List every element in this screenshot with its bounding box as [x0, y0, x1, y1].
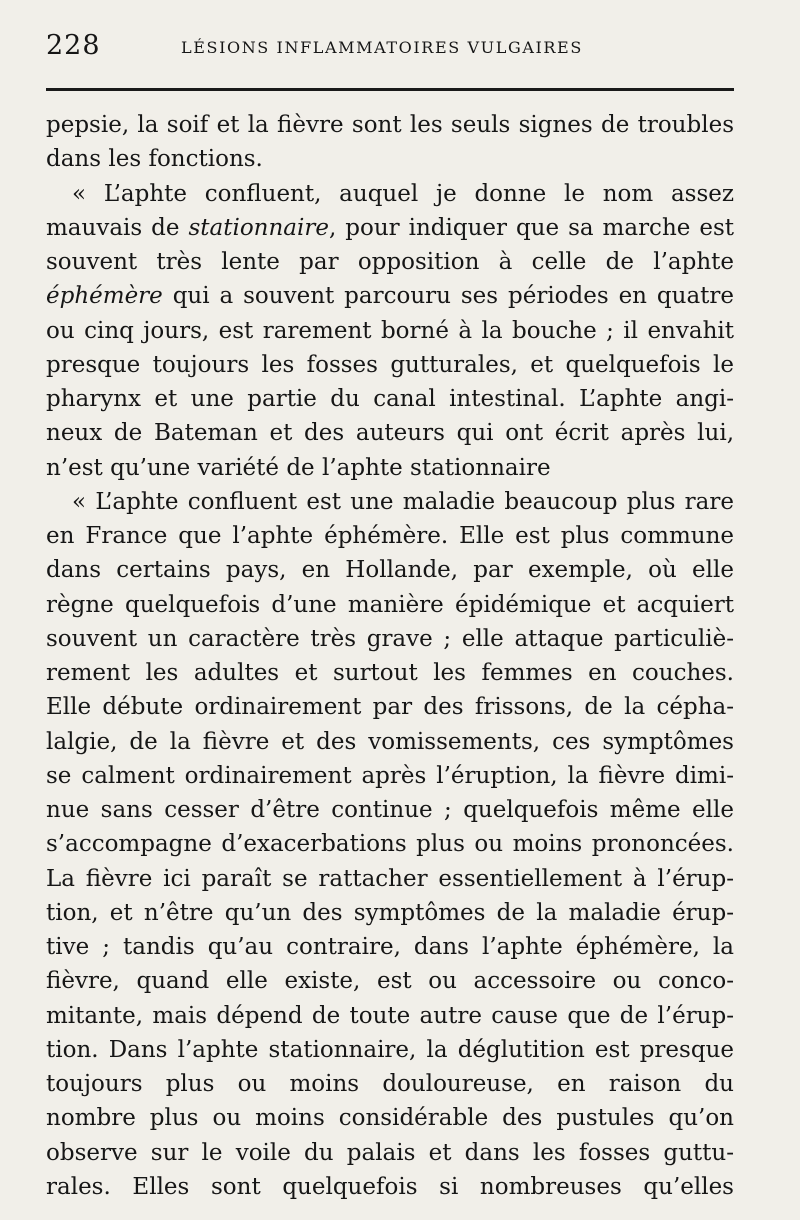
- text-line: [46, 759, 734, 793]
- text-line: [46, 1136, 734, 1170]
- page-number: 228: [46, 30, 101, 61]
- text-line: [46, 416, 734, 450]
- text-line: [46, 314, 734, 348]
- line-text: lalgie, de la fièvre et des vomissements, ces symptômes: [46, 728, 734, 755]
- text-line: [46, 177, 734, 211]
- text-line: [46, 519, 734, 553]
- text-line: [46, 656, 734, 690]
- text-line: [46, 930, 734, 964]
- text-line: [46, 862, 734, 896]
- text-line: [46, 690, 734, 724]
- line-text: rales. Elles sont quelquefois si nombreuses qu’elles: [46, 1173, 734, 1200]
- line-text: n’est qu’une variété de l’aphte stationnaire: [46, 454, 551, 481]
- line-text: qui a souvent parcouru ses périodes en quatre: [162, 283, 734, 310]
- line-text: règne quelquefois d’une manière épidémique et acquiert: [46, 591, 734, 618]
- line-text: pepsie, la soif et la fièvre sont les seuls signes de troubles: [46, 112, 734, 138]
- line-text: « L’aphte confluent, auquel je donne le nom assez: [72, 180, 734, 207]
- line-text: se calment ordinairement après l’éruption, la fièvre dimi-: [46, 762, 734, 789]
- line-text: Elle débute ordinairement par des frissons, de la cépha-: [46, 694, 734, 721]
- text-line: [46, 622, 734, 656]
- text-line: [46, 553, 734, 587]
- line-text: souvent très lente par opposition à celle de l’aphte: [46, 249, 734, 275]
- line-text: , pour indiquer que sa marche est: [328, 214, 734, 241]
- text-line: [46, 245, 734, 279]
- line-text: ou cinq jours, est rarement borné à la bouche ; il envahit: [46, 317, 734, 344]
- text-line: [46, 1033, 734, 1067]
- text-line: [46, 999, 734, 1033]
- line-text: toujours plus ou moins douloureuse, en raison du: [46, 1071, 734, 1097]
- line-text: neux de Bateman et des auteurs qui ont écrit après lui,: [46, 420, 734, 447]
- line-text: presque toujours les fosses gutturales, et quelquefois le: [46, 351, 734, 378]
- line-text: La fièvre ici paraît se rattacher essentiellement à l’érup-: [46, 865, 734, 892]
- italic-term: stationnaire: [188, 214, 329, 241]
- text-line: [46, 896, 734, 930]
- body-text: [46, 108, 734, 1204]
- line-text: nombre plus ou moins considérable des pustules qu’on: [46, 1105, 734, 1132]
- line-text: pharynx et une partie du canal intestinal. L’aphte angi-: [46, 386, 734, 412]
- page-header: [46, 30, 736, 66]
- line-text: dans les fonctions.: [46, 146, 263, 173]
- text-line: [46, 1067, 734, 1101]
- line-text: dans certains pays, en Hollande, par exemple, où elle: [46, 557, 734, 584]
- header-rule: [46, 88, 734, 91]
- running-head: LÉSIONS INFLAMMATOIRES VULGAIRES: [181, 38, 583, 57]
- line-text: en France que l’aphte éphémère. Elle est plus commune: [46, 523, 734, 549]
- text-line: [46, 1170, 734, 1204]
- line-text: fièvre, quand elle existe, est ou accessoire ou conco-: [46, 968, 734, 995]
- line-text: s’accompagne d’exacerbations plus ou moins prononcées.: [46, 831, 734, 858]
- line-text: nue sans cesser d’être continue ; quelquefois même elle: [46, 797, 734, 823]
- text-line: [46, 964, 734, 998]
- line-text: rement les adultes et surtout les femmes en couches.: [46, 660, 734, 686]
- text-line: [46, 827, 734, 861]
- text-line: [46, 1101, 734, 1135]
- text-line: [46, 382, 734, 416]
- line-text: mauvais de: [46, 214, 189, 241]
- text-line: [46, 348, 734, 382]
- text-line: [46, 142, 734, 176]
- text-line: [46, 108, 734, 142]
- line-text: observe sur le voile du palais et dans les fosses guttu-: [46, 1139, 734, 1166]
- text-line: [46, 793, 734, 827]
- text-line: [46, 588, 734, 622]
- text-line: [46, 451, 734, 485]
- line-text: tion, et n’être qu’un des symptômes de la maladie érup-: [46, 899, 734, 926]
- text-line: [46, 485, 734, 519]
- line-text: tive ; tandis qu’au contraire, dans l’aphte éphémère, la: [46, 934, 734, 960]
- text-line: [46, 279, 734, 313]
- italic-term: éphémère: [46, 283, 163, 310]
- line-text: tion. Dans l’aphte stationnaire, la déglutition est presque: [46, 1036, 734, 1063]
- line-text: souvent un caractère très grave ; elle attaque particuliè-: [46, 625, 734, 652]
- line-text: mitante, mais dépend de toute autre cause que de l’érup-: [46, 1002, 734, 1029]
- line-text: « L’aphte confluent est une maladie beaucoup plus rare: [72, 488, 734, 515]
- text-line: [46, 725, 734, 759]
- text-line: [46, 211, 734, 245]
